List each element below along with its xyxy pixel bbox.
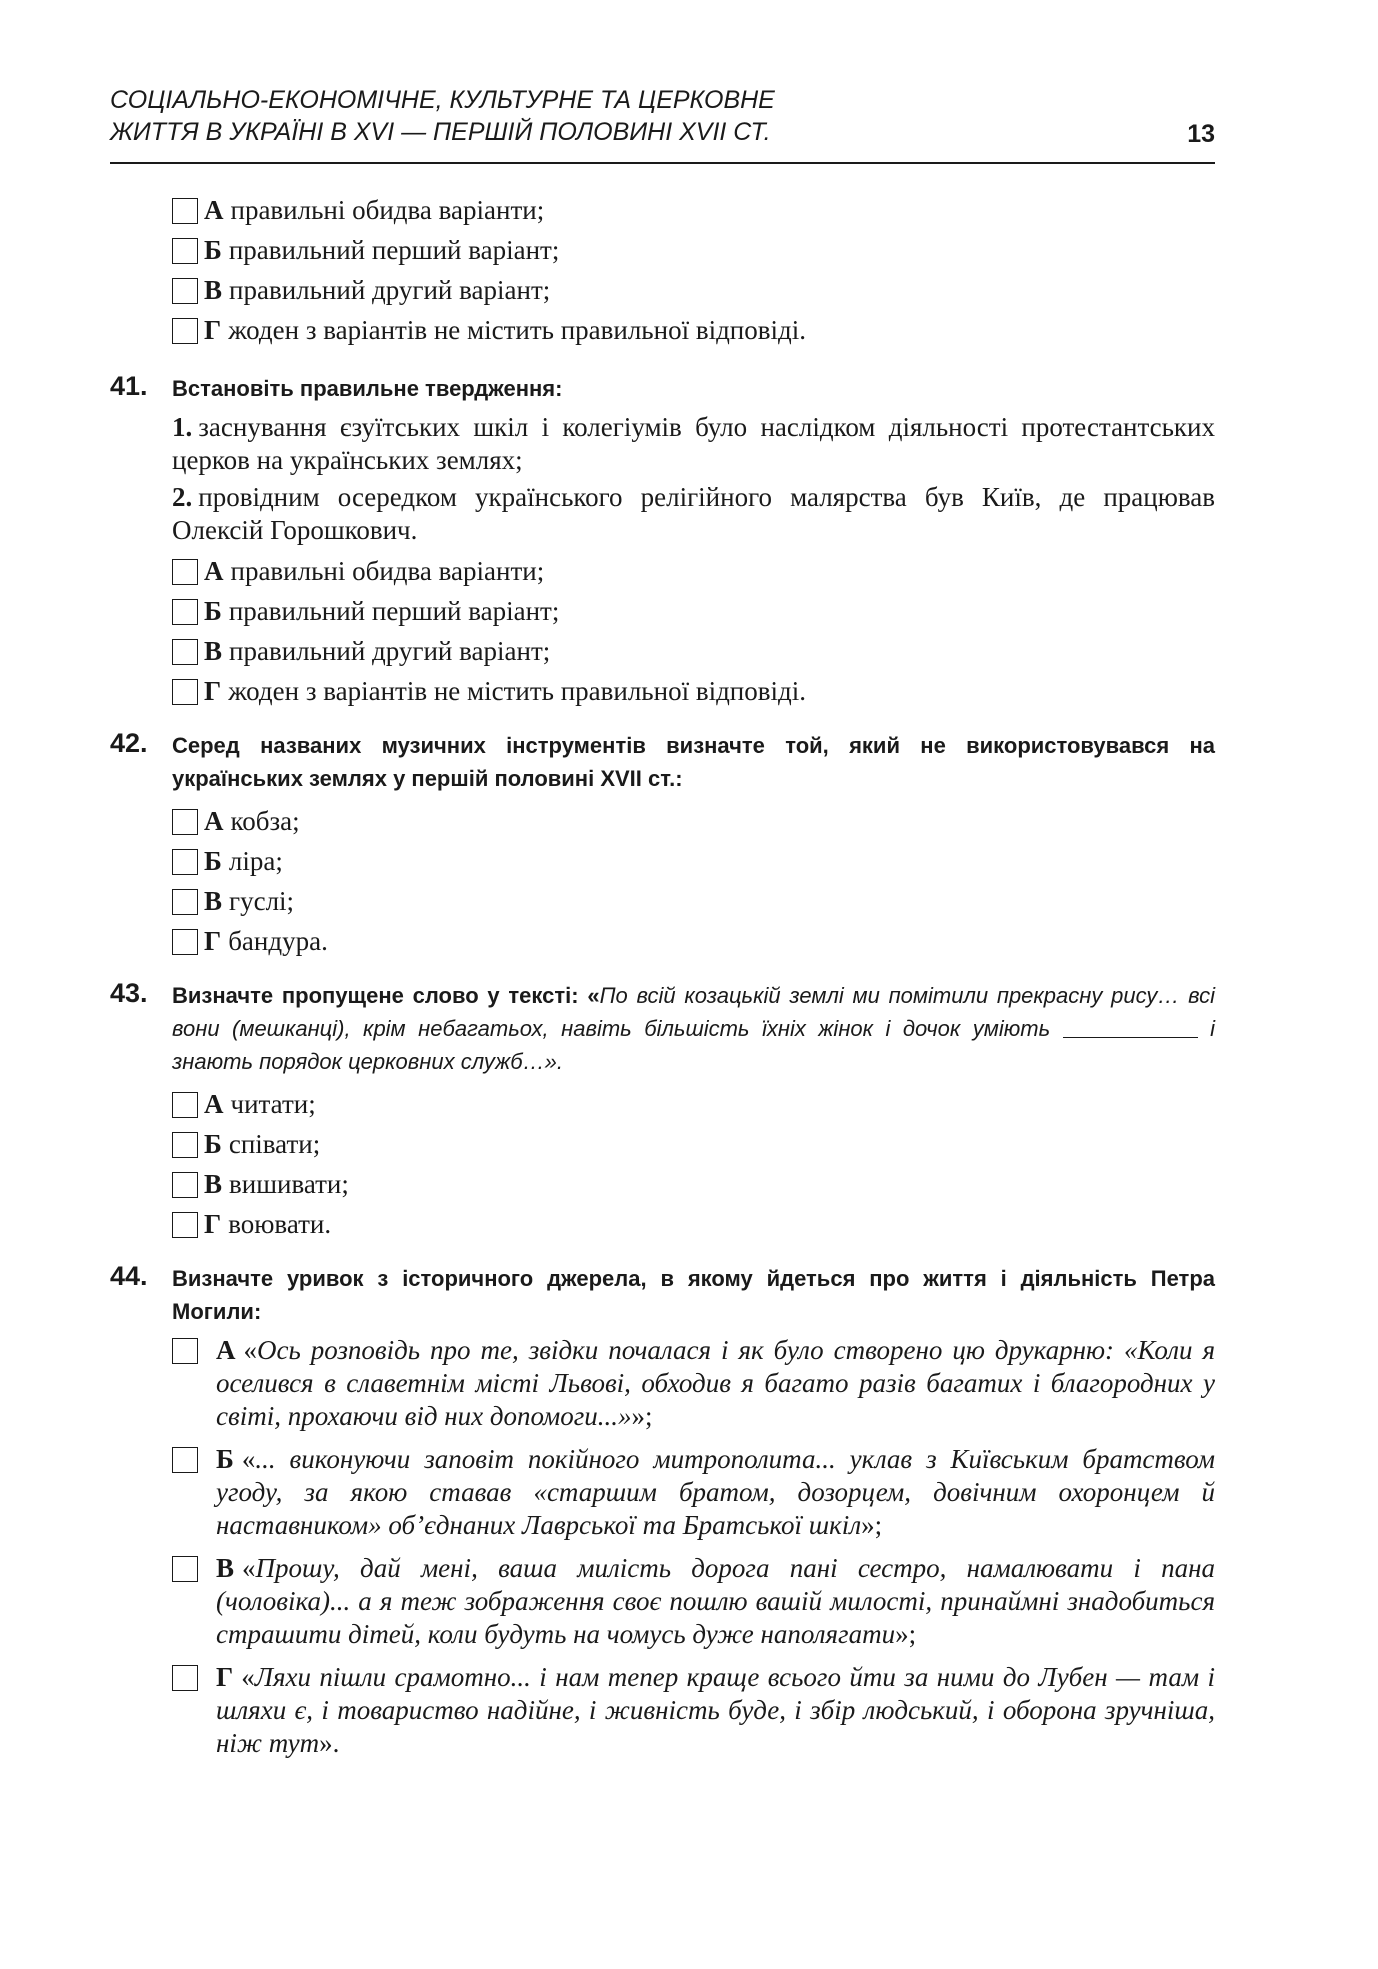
checkbox[interactable] (172, 278, 198, 304)
chapter-title (110, 84, 1215, 148)
q41-option-c[interactable]: В правильний другий варіант; (172, 631, 1215, 671)
checkbox[interactable] (172, 1665, 198, 1691)
question-number: 41. (110, 371, 148, 401)
q41-statement-2: 2. провідним осередком українського релігійного малярства був Київ, де працював Олексій Горошкович. (172, 482, 1215, 545)
checkbox[interactable] (172, 318, 198, 344)
q42-option-a[interactable]: А кобза; (172, 801, 1215, 841)
checkbox[interactable] (172, 1338, 198, 1364)
checkbox[interactable] (172, 1556, 198, 1582)
checkbox[interactable] (172, 1172, 198, 1198)
missing-word-blank (1063, 1017, 1198, 1038)
checkbox[interactable] (172, 679, 198, 705)
q41-option-b[interactable]: Б правильний перший варіант; (172, 591, 1215, 631)
q40-option-c[interactable]: В правильний другий варіант; (172, 270, 1215, 310)
question-number: 43. (110, 978, 148, 1008)
q43-option-c[interactable]: В вишивати; (172, 1164, 1215, 1204)
checkbox[interactable] (172, 1447, 198, 1473)
page-number: 13 (1187, 120, 1215, 148)
question-42 (110, 729, 1215, 961)
checkbox[interactable] (172, 1092, 198, 1118)
q44-option-c[interactable]: В «Прошу, дай мені, ваша милість дорога пані сестро, намалювати і пана (чоловіка)... а я теж зображення своє пошлю вашій милості, принаймні знадобиться страшити дітей, коли будуть на чомусь дуже наполягати»; (172, 1552, 1215, 1651)
q43-option-a[interactable]: А читати; (172, 1084, 1215, 1124)
q43-option-b[interactable]: Б співати; (172, 1124, 1215, 1164)
checkbox[interactable] (172, 1212, 198, 1238)
q42-option-d[interactable]: Г бандура. (172, 921, 1215, 961)
question-number: 44. (110, 1261, 148, 1291)
question-43 (110, 979, 1215, 1244)
q41-option-a[interactable]: А правильні обидва варіанти; (172, 551, 1215, 591)
checkbox[interactable] (172, 639, 198, 665)
q43-option-d[interactable]: Г воювати. (172, 1204, 1215, 1244)
q44-option-d[interactable]: Г «Ляхи пішли срамотно... і нам тепер краще всього йти за ними до Лубен — там і шляхи є, і товариство надійне, і живність буде, і збір людський, і оборона зручніша, ніж тут». (172, 1661, 1215, 1760)
q40-option-d[interactable]: Г жоден з варіантів не містить правильної відповіді. (172, 310, 1215, 350)
question-44 (110, 1262, 1215, 1760)
question-44-prompt: 44. Визначте уривок з історичного джерела, в якому йдеться про життя і діяльність Петра Могили: (110, 1261, 1215, 1324)
checkbox[interactable] (172, 198, 198, 224)
chapter-title-line-1: СОЦІАЛЬНО-ЕКОНОМІЧНЕ, КУЛЬТУРНЕ ТА ЦЕРКОВНЕ (110, 86, 775, 114)
checkbox[interactable] (172, 599, 198, 625)
chapter-title-line-2: ЖИТТЯ В УКРАЇНІ В XVI — ПЕРШІЙ ПОЛОВИНІ XVII СТ. (110, 118, 771, 146)
checkbox[interactable] (172, 929, 198, 955)
checkbox[interactable] (172, 1132, 198, 1158)
q44-option-b[interactable]: Б «... виконуючи заповіт покійного митрополита... уклав з Київським братством угоду, за якою ставав «старшим братом, дозорцем, довічним охоронцем й наставником» об’єднаних Лаврської та Братської шкіл»; (172, 1443, 1215, 1542)
checkbox[interactable] (172, 809, 198, 835)
checkbox[interactable] (172, 889, 198, 915)
q42-option-c[interactable]: В гуслі; (172, 881, 1215, 921)
checkbox[interactable] (172, 849, 198, 875)
running-header (110, 84, 1215, 164)
question-41-prompt: 41. Встановіть правильне твердження: (110, 371, 563, 401)
question-41 (110, 372, 1215, 711)
q42-option-b[interactable]: Б ліра; (172, 841, 1215, 881)
q44-option-a[interactable]: А «Ось розповідь про те, звідки почалася і як було створено цю друкарню: «Коли я оселився в славетнім місті Львові, обходив я багато разів багатих і благородних у світі, прохаючи від них допомоги...»»; (172, 1334, 1215, 1433)
question-number: 42. (110, 728, 148, 758)
q41-option-d[interactable]: Г жоден з варіантів не містить правильної відповіді. (172, 671, 1215, 711)
q40-option-b[interactable]: Б правильний перший варіант; (172, 230, 1215, 270)
q40-options (110, 190, 1215, 350)
q41-statement-1: 1. заснування єзуїтських шкіл і колегіумів було наслідком діяльності протестантських церков на українських землях; (172, 412, 1215, 475)
question-43-prompt: 43. Визначте пропущене слово у тексті: «По всій козацькій землі ми помітили прекрасну рису… всі вони (мешканці), крім небагатьох, навіть більшість їхніх жінок і дочок уміють і знають порядок церковних служб…». (110, 978, 1216, 1074)
checkbox[interactable] (172, 559, 198, 585)
q40-option-a[interactable]: А правильні обидва варіанти; (172, 190, 1215, 230)
page-content (110, 190, 1215, 1770)
checkbox[interactable] (172, 238, 198, 264)
question-42-prompt: 42. Серед названих музичних інструментів визначте той, який не використовувався на українських землях у першій половині XVII ст.: (110, 728, 1215, 791)
